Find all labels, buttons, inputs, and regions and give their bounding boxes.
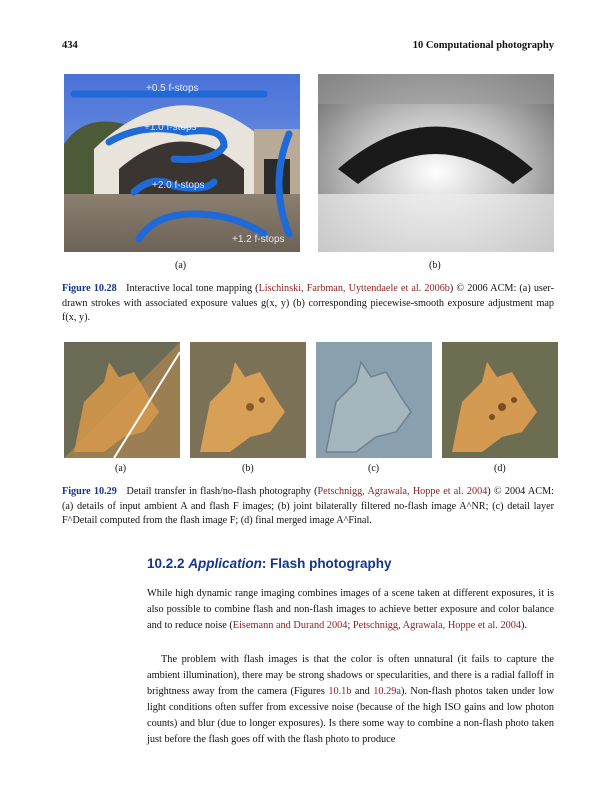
running-header: 10 Computational photography (412, 40, 554, 51)
fig-10-28b-adjustment-map (318, 74, 554, 252)
fig-10-28-caption-intro: Interactive local tone mapping ( (126, 283, 259, 294)
fig-10-29-caption-intro: Detail transfer in flash/no-flash photography ( (126, 486, 318, 497)
section-title-italic: Application (188, 556, 262, 571)
paragraph-2-ref-2[interactable]: 10.29a (373, 685, 401, 697)
paragraph-1-text: While high dynamic range imaging combines images of a scene taken at different exposures, it is also possible to combine flash and non-flash images to achieve better exposure and color balance and to reduce noise ( (147, 588, 554, 631)
stroke-label-1: +1.0 f-stops (144, 122, 197, 133)
section-heading (147, 556, 392, 571)
fig-10-29-subcaption-a: (a) (115, 463, 127, 474)
fig-10-28-citation[interactable]: Lischinski, Farbman, Uyttendaele et al. 2006b (258, 283, 450, 294)
page-number: 434 (62, 40, 78, 51)
fig-10-28-subcaption-a: (a) (175, 260, 187, 271)
paragraph-2-text: The problem with flash images is that the color is often unnatural (it fails to capture the ambient illumination), there may be strong shadows or specularities, and there is a radial falloff in brightness away from the camera (Figures (147, 654, 554, 697)
fig-10-29-subcaption-b: (b) (242, 463, 254, 474)
stroke-label-3: +1.2 f-stops (232, 234, 285, 245)
paragraph-1-sep: ; (347, 619, 353, 631)
stroke-label-0: +0.5 f-stops (146, 83, 199, 94)
fig-10-28-label: Figure 10.28 (62, 283, 117, 294)
section-number: 10.2.2 (147, 556, 185, 571)
fig-10-29d-image (442, 342, 558, 458)
paragraph-1-end: ). (521, 619, 528, 631)
stroke-label-2: +2.0 f-stops (152, 180, 205, 191)
fig-10-29b-image (190, 342, 306, 458)
section-title-rest: : Flash photography (261, 556, 392, 571)
paragraph-2 (147, 652, 554, 747)
paragraph-1 (147, 586, 554, 634)
fig-10-29-citation[interactable]: Petschnigg, Agrawala, Hoppe et al. 2004 (317, 486, 488, 497)
paragraph-1-cite-2[interactable]: Petschnigg, Agrawala, Hoppe et al. 2004 (352, 619, 522, 631)
fig-10-28-caption (62, 282, 554, 326)
fig-10-29c-image (316, 342, 432, 458)
paragraph-2-mid: and (351, 685, 374, 697)
fig-10-28-caption-rest: ) © 2006 ACM: (a) user-drawn strokes with associated exposure values g(x, y) (b) corresponding piecewise-smooth exposure adjustment map f(x, y). (62, 283, 554, 323)
fig-10-29-subcaption-d: (d) (494, 463, 506, 474)
paragraph-1-cite-1[interactable]: Eisemann and Durand 2004 (232, 619, 348, 631)
fig-10-29-caption (62, 485, 554, 529)
fig-10-29-label: Figure 10.29 (62, 486, 117, 497)
fig-10-29a-image (64, 342, 180, 458)
paragraph-2-end: ). Non-flash photos taken under low light conditions often suffer from excessive noise (because of the high ISO gains and low photon counts) and blur (due to longer exposures). Is there some way to combine a non-flash photo taken just before the flash goes off with the flash photo to produce (147, 685, 555, 745)
paragraph-2-ref-1[interactable]: 10.1b (328, 685, 352, 697)
fig-10-28-subcaption-b: (b) (429, 260, 441, 271)
fig-10-29-subcaption-c: (c) (368, 463, 380, 474)
fig-10-28a-strokes-image (64, 74, 300, 252)
fig-10-29-caption-rest: ) © 2004 ACM: (a) details of input ambient A and flash F images; (b) joint bilaterally filtered no-flash image A^NR; (c) detail layer F^Detail computed from the flash image F; (d) final merged image A^Final. (62, 486, 554, 526)
